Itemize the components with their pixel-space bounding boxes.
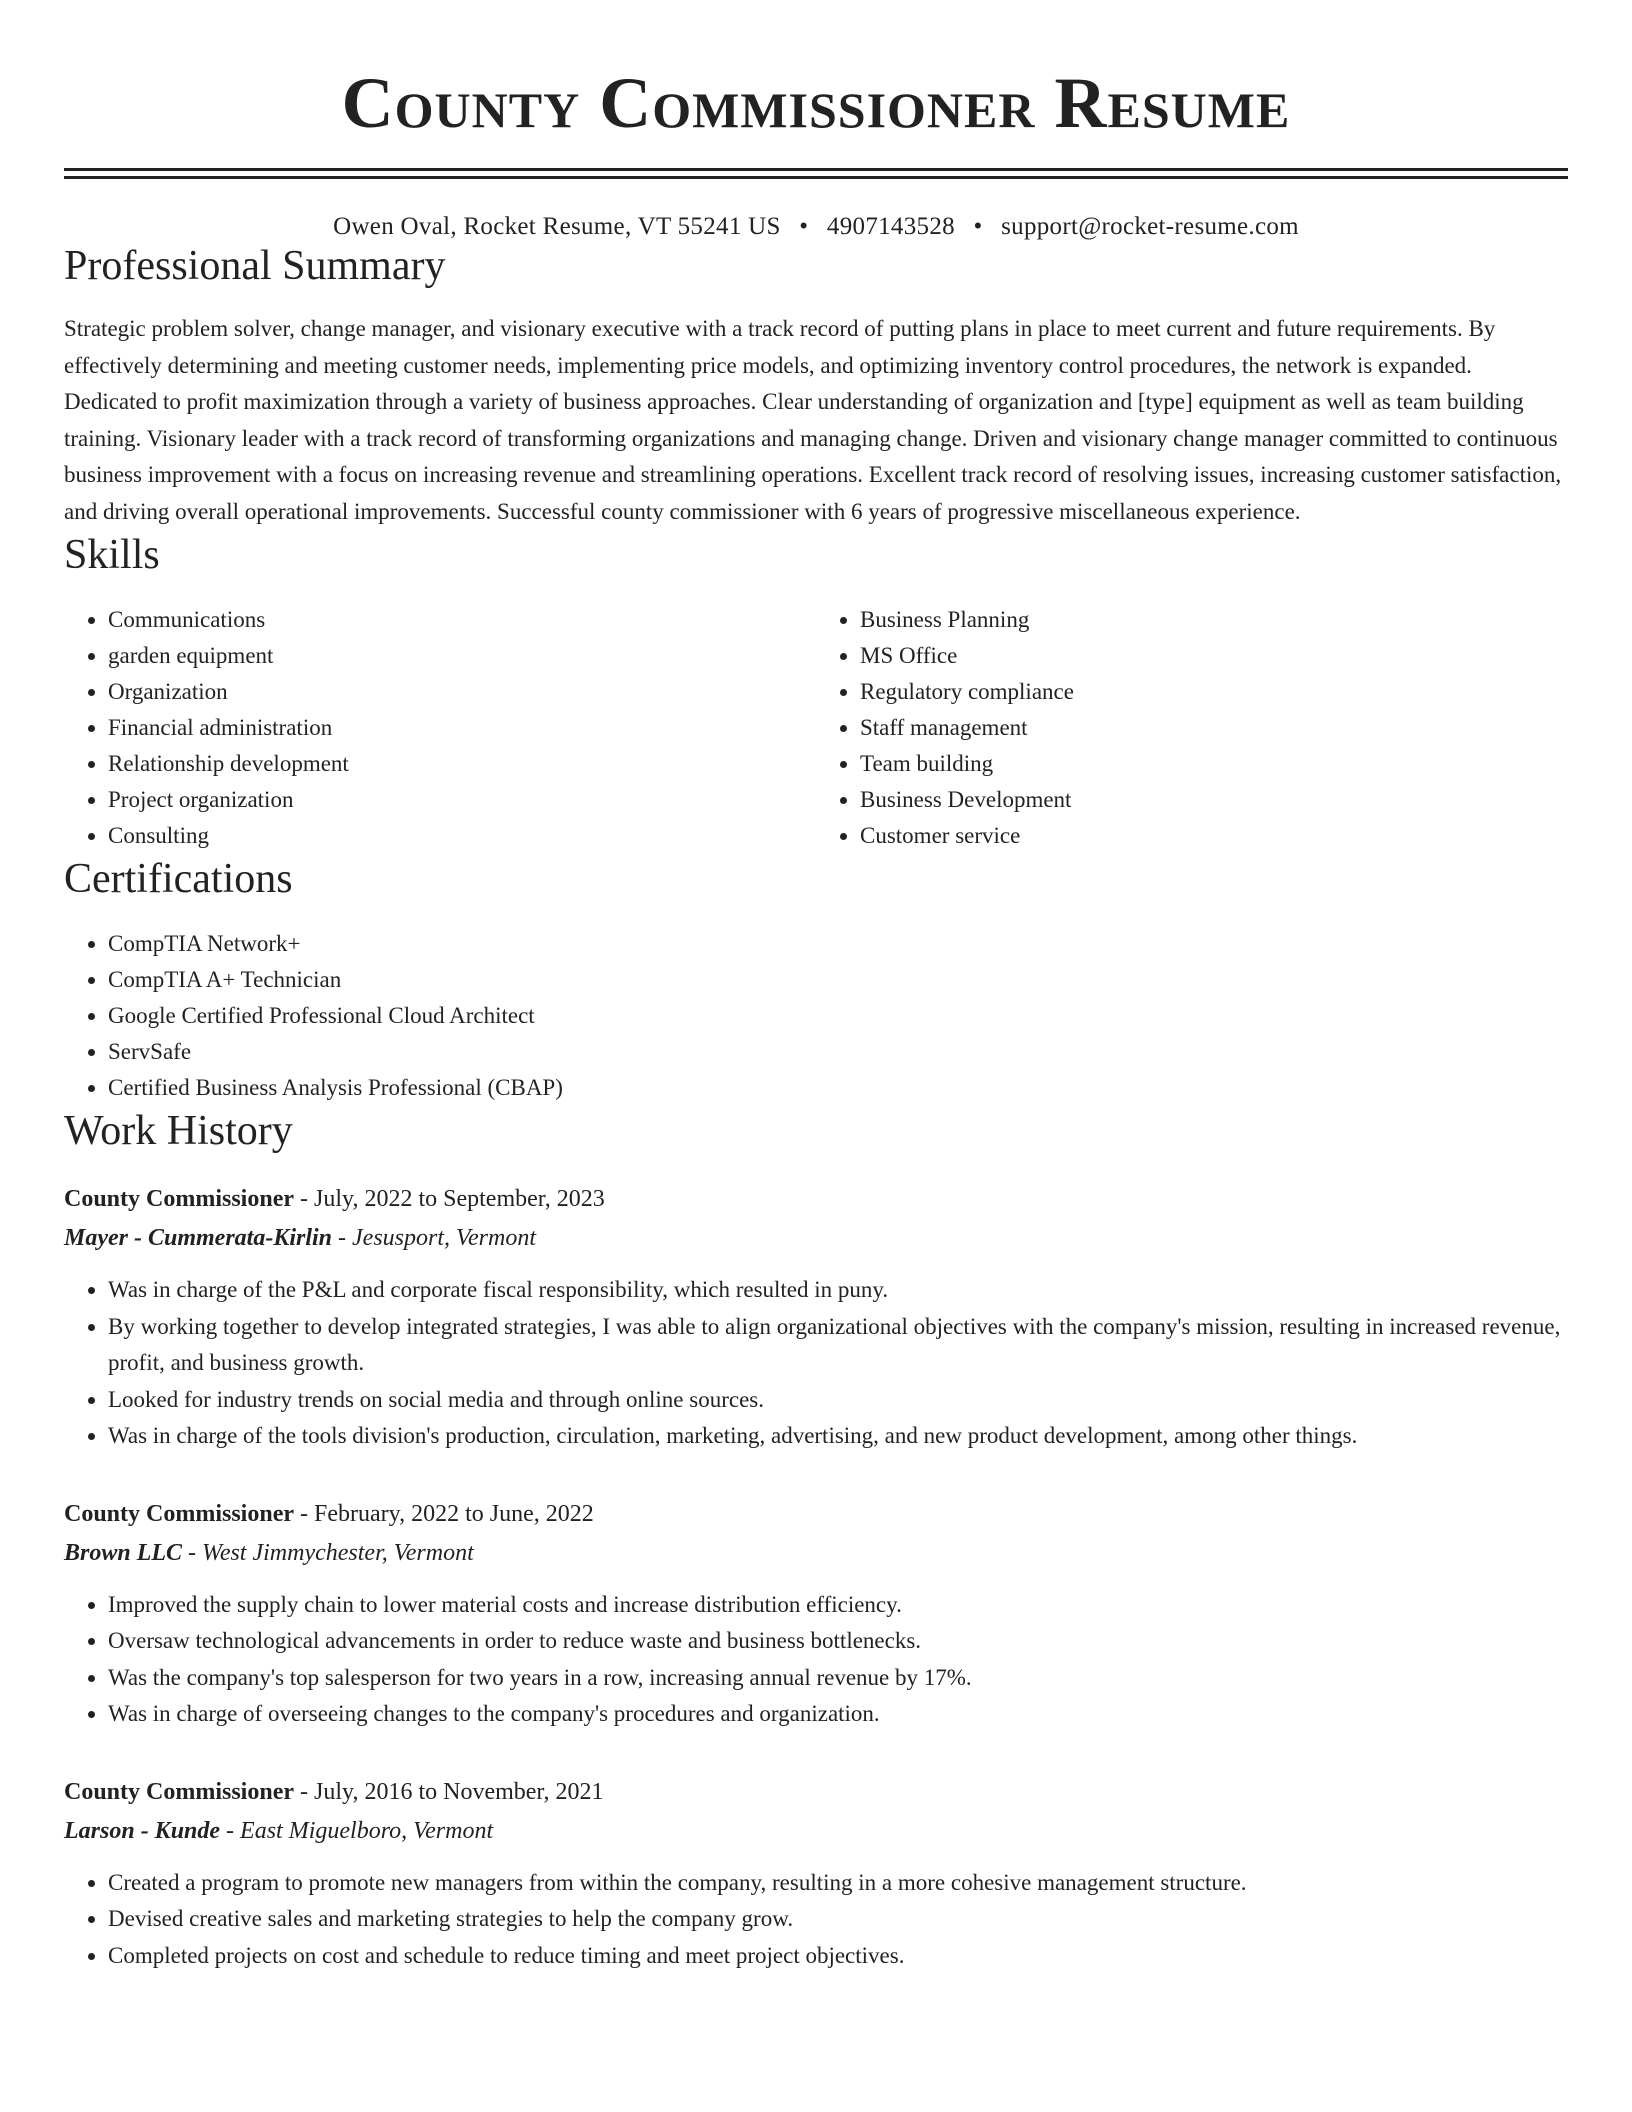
- skill-item: • garden equipment: [108, 638, 816, 674]
- skill-item: • Communications: [108, 602, 816, 638]
- job-bullet: • Created a program to promote new managers from within the company, resulting in a more cohesive management structure.: [108, 1865, 1568, 1902]
- certification-item: • CompTIA Network+: [108, 926, 1568, 962]
- certification-item: • Google Certified Professional Cloud Architect: [108, 998, 1568, 1034]
- skills-column-right: [816, 602, 1568, 854]
- job-bullets: [64, 1272, 1568, 1455]
- job-bullet: • Improved the supply chain to lower material costs and increase distribution efficiency.: [108, 1587, 1568, 1624]
- skill-item: • Team building: [860, 746, 1568, 782]
- job-entry: [64, 1180, 1568, 1455]
- job-company-line: [64, 1811, 1568, 1851]
- certifications-heading: Certifications: [64, 856, 293, 902]
- job-bullet: • Looked for industry trends on social media and through online sources.: [108, 1382, 1568, 1419]
- job-title-line: [64, 1773, 1568, 1811]
- title-divider-bottom: [64, 176, 1568, 179]
- job-location: - East Miguelboro, Vermont: [220, 1817, 494, 1844]
- skill-item: • Organization: [108, 674, 816, 710]
- job-entry: [64, 1495, 1568, 1733]
- certification-item: • Certified Business Analysis Professional (CBAP): [108, 1070, 1568, 1106]
- skill-item: • Financial administration: [108, 710, 816, 746]
- work-history-heading: Work History: [64, 1108, 293, 1154]
- contact-line: [64, 213, 1568, 241]
- job-bullet: • By working together to develop integrated strategies, I was able to align organizational objectives with the company's mission, resulting in increased revenue, profit, and business growth.: [108, 1309, 1568, 1382]
- skill-item: • Customer service: [860, 818, 1568, 854]
- job-role: County Commissioner: [64, 1186, 295, 1212]
- job-bullet: • Completed projects on cost and schedule to reduce timing and meet project objectives.: [108, 1938, 1568, 1975]
- certifications-list: [64, 926, 1568, 1106]
- job-bullet: • Was in charge of the tools division's production, circulation, marketing, advertising, and new product development, among other things.: [108, 1418, 1568, 1455]
- contact-address: Owen Oval, Rocket Resume, VT 55241 US: [333, 213, 781, 240]
- job-title-line: [64, 1495, 1568, 1533]
- resume-title: County Commissioner Resume: [341, 63, 1291, 143]
- job-bullet: • Devised creative sales and marketing strategies to help the company grow.: [108, 1901, 1568, 1938]
- job-title-line: [64, 1180, 1568, 1218]
- skill-item: • Business Planning: [860, 602, 1568, 638]
- summary-text: Strategic problem solver, change manager, and visionary executive with a track record of putting plans in place to meet current and future requirements. By effectively determining and meeting customer needs, implementing price models, and optimizing inventory control procedures, the network is expanded. Dedicated to profit maximization through a variety of business approaches. Clear understanding of organization and [type] equipment as well as team building training. Visionary leader with a track record of transforming organizations and managing change. Driven and visionary change manager committed to continuous business improvement with a focus on increasing revenue and streamlining operations. Excellent track record of resolving issues, increasing customer satisfaction, and driving overall operational improvements. Successful county commissioner with 6 years of progressive miscellaneous experience.: [64, 316, 1562, 524]
- job-location: - Jesusport, Vermont: [332, 1225, 537, 1251]
- skill-item: • MS Office: [860, 638, 1568, 674]
- job-company: Larson - Kunde: [64, 1817, 221, 1844]
- skills-column-left: [64, 602, 816, 854]
- job-company-line: [64, 1533, 1568, 1573]
- job-role: County Commissioner: [64, 1778, 295, 1805]
- skills-list: [64, 602, 1568, 854]
- contact-phone: 4907143528: [826, 213, 955, 240]
- job-dates: - July, 2016 to November, 2021: [294, 1778, 604, 1805]
- job-bullet: • Was the company's top salesperson for two years in a row, increasing annual revenue by 17%.: [108, 1660, 1568, 1697]
- job-company-line: [64, 1218, 1568, 1258]
- summary-heading: Professional Summary: [64, 243, 446, 289]
- skill-item: • Regulatory compliance: [860, 674, 1568, 710]
- contact-separator: •: [973, 213, 983, 240]
- skills-heading: Skills: [64, 532, 160, 578]
- skill-item: • Consulting: [108, 818, 816, 854]
- certification-item: • CompTIA A+ Technician: [108, 962, 1568, 998]
- job-dates: - February, 2022 to June, 2022: [294, 1500, 594, 1527]
- job-bullet: • Was in charge of overseeing changes to the company's procedures and organization.: [108, 1696, 1568, 1733]
- job-company: Mayer - Cummerata-Kirlin: [64, 1225, 333, 1251]
- skill-item: • Business Development: [860, 782, 1568, 818]
- contact-separator: •: [799, 213, 809, 240]
- title-divider-top: [64, 168, 1568, 171]
- job-bullet: • Oversaw technological advancements in order to reduce waste and business bottlenecks.: [108, 1623, 1568, 1660]
- job-company: Brown LLC: [64, 1539, 183, 1566]
- job-role: County Commissioner: [64, 1500, 295, 1527]
- job-location: - West Jimmychester, Vermont: [182, 1539, 474, 1566]
- job-bullets: [64, 1865, 1568, 1975]
- job-bullet: • Was in charge of the P&L and corporate fiscal responsibility, which resulted in puny.: [108, 1272, 1568, 1309]
- skill-item: • Relationship development: [108, 746, 816, 782]
- certification-item: • ServSafe: [108, 1034, 1568, 1070]
- skill-item: • Project organization: [108, 782, 816, 818]
- contact-email: support@rocket-resume.com: [1001, 213, 1299, 240]
- skill-item: • Staff management: [860, 710, 1568, 746]
- job-entry: [64, 1773, 1568, 1975]
- job-bullets: [64, 1587, 1568, 1733]
- job-dates: - July, 2022 to September, 2023: [294, 1186, 605, 1212]
